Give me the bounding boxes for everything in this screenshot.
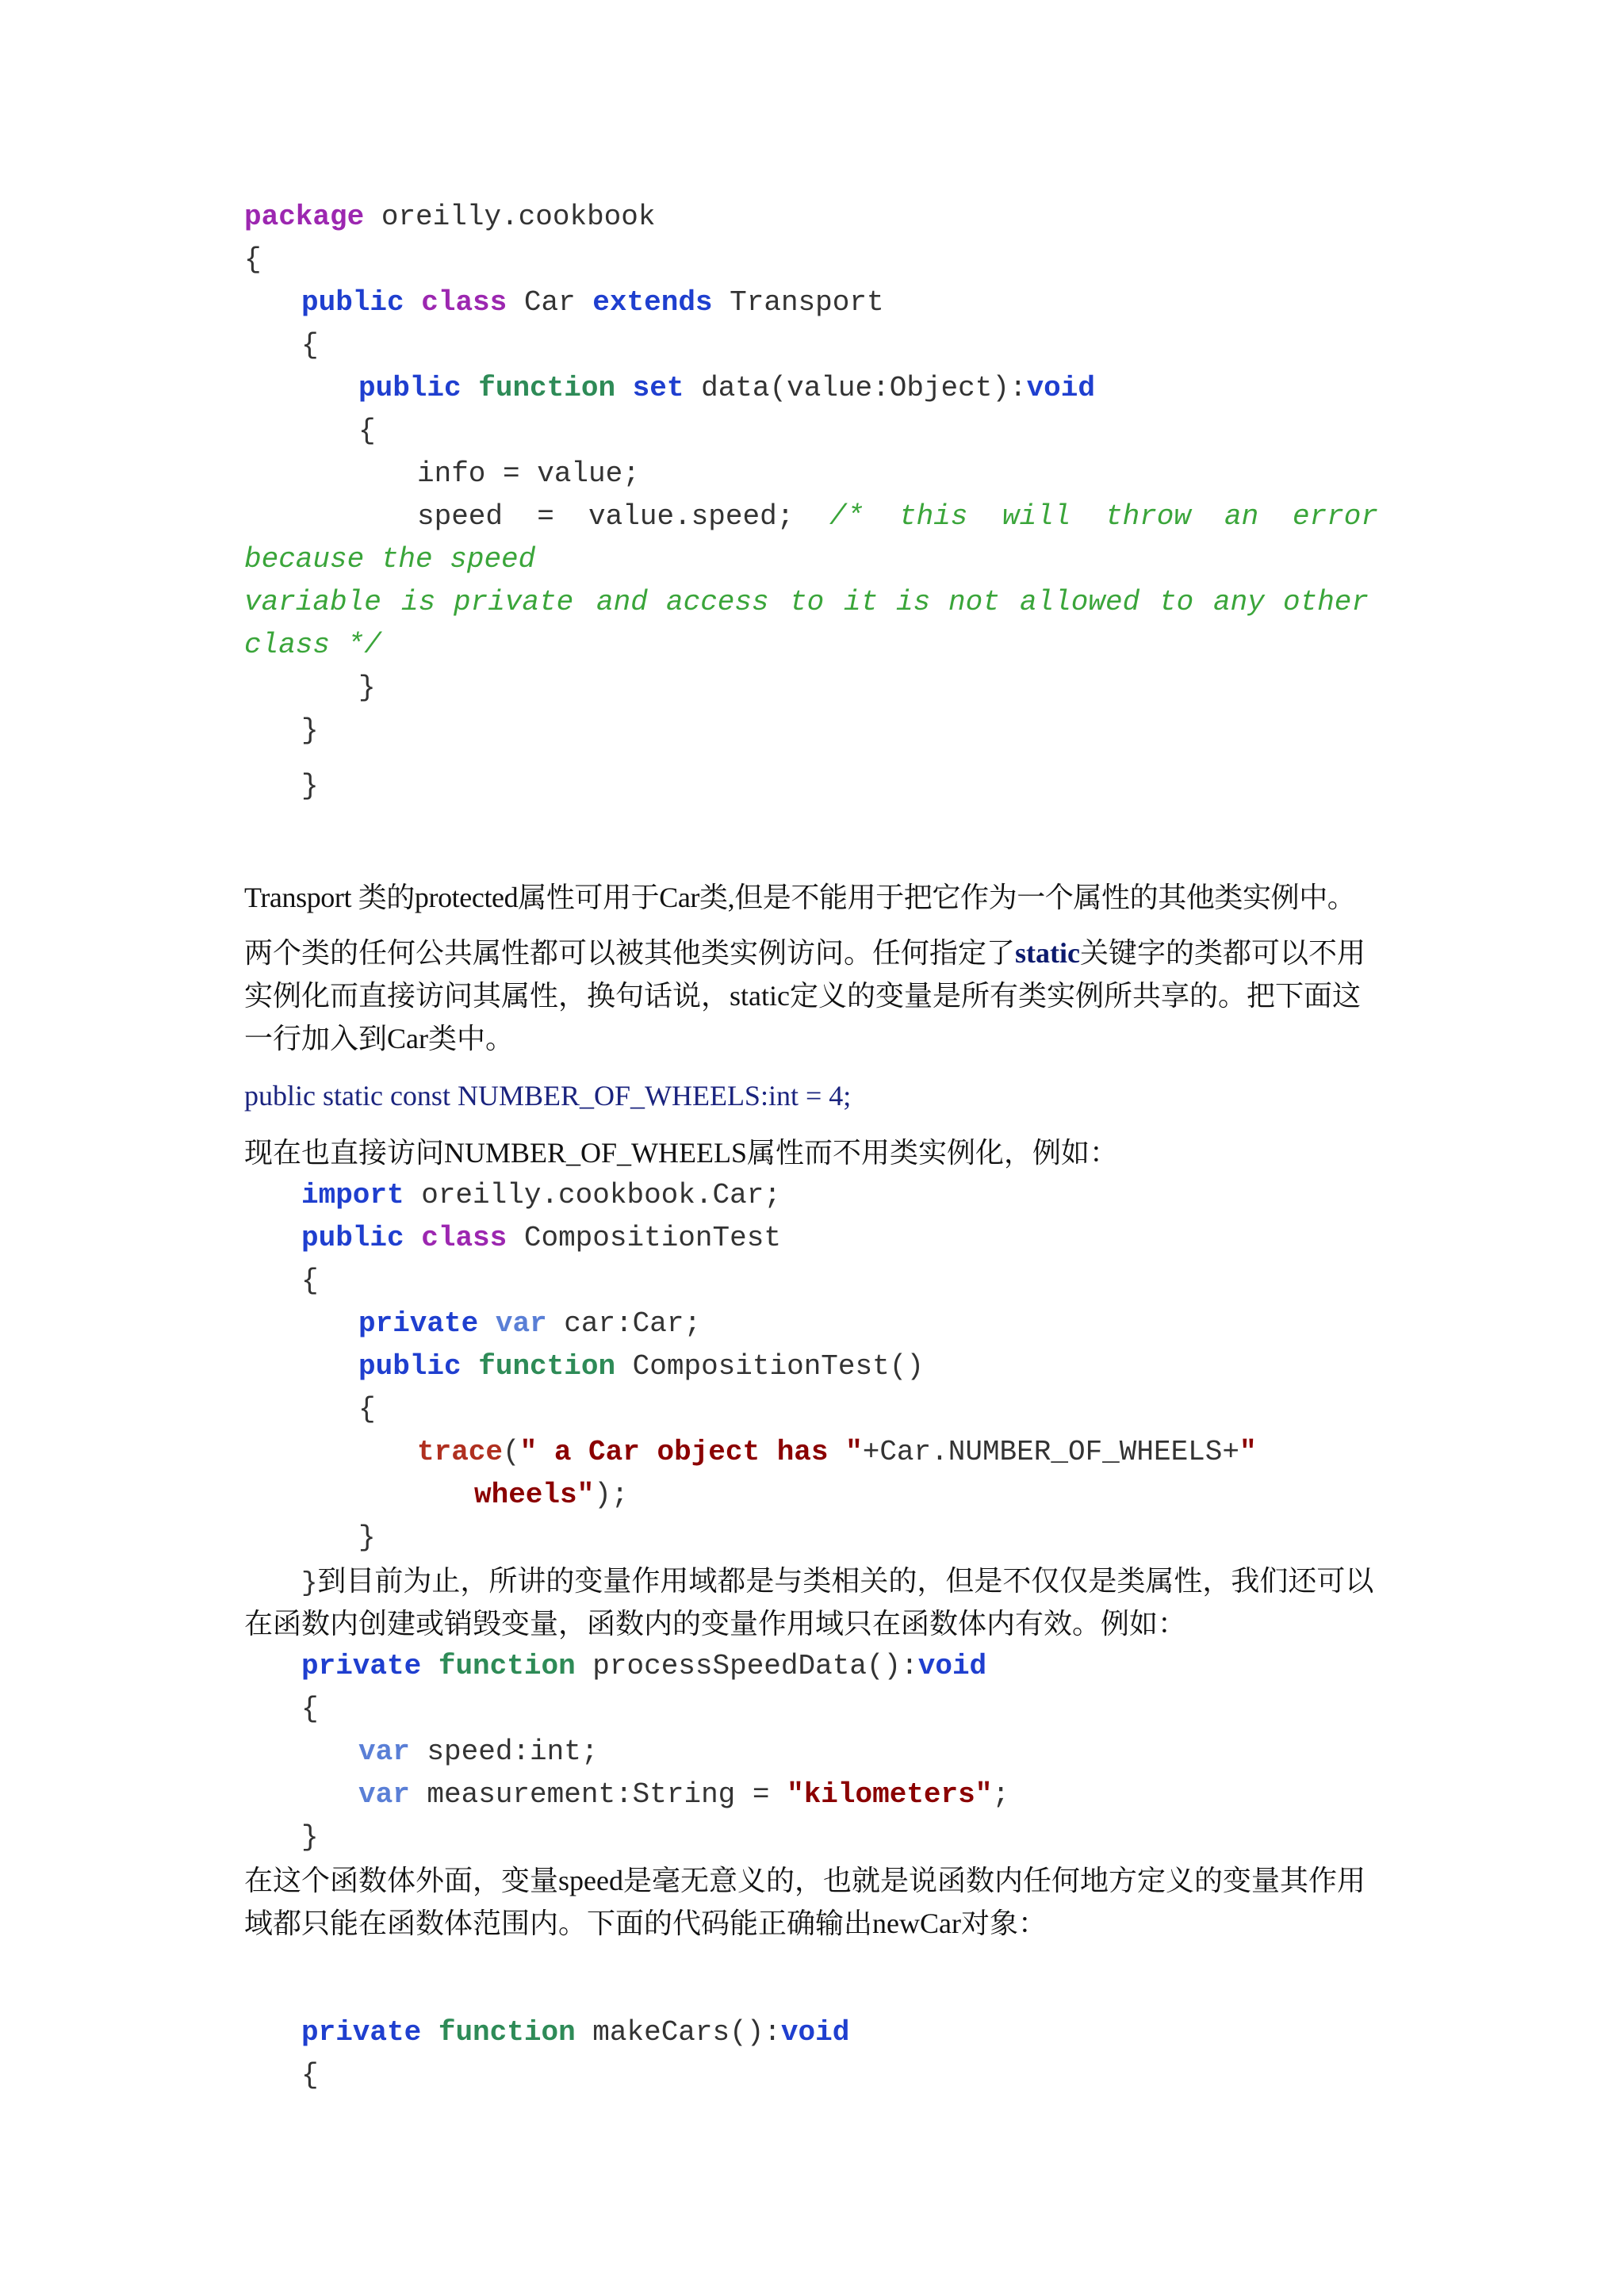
- keyword: function: [478, 372, 616, 404]
- closing-brace: }: [301, 1569, 318, 1599]
- keyword: var: [358, 1778, 410, 1811]
- keyword: set: [632, 372, 684, 404]
- code-comment-part: /*: [829, 500, 864, 533]
- code-comment-part: is: [401, 586, 436, 618]
- keyword: public: [358, 1350, 462, 1383]
- keyword: package: [244, 201, 365, 233]
- code-brace: {: [244, 243, 262, 276]
- parent-class: Transport: [730, 286, 884, 319]
- keyword: class: [421, 286, 508, 319]
- keyword: private: [358, 1307, 479, 1340]
- code-var-line: var measurement:String = "kilometers";: [358, 1778, 1009, 1811]
- class-name: Car: [523, 286, 576, 319]
- code-comment-part: any: [1213, 586, 1265, 618]
- keyword: function: [438, 2016, 576, 2049]
- code-comment-part: to: [1159, 586, 1194, 618]
- code-brace: {: [301, 329, 319, 362]
- string-literal: wheels": [474, 1479, 595, 1511]
- keyword: extends: [592, 286, 713, 319]
- keyword: function: [438, 1650, 576, 1682]
- trace-function: trace: [417, 1436, 504, 1468]
- code-brace: {: [301, 1693, 319, 1725]
- code-brace: }: [358, 672, 376, 704]
- code-brace: {: [358, 415, 376, 447]
- string-literal: " a Car object has ": [519, 1436, 863, 1468]
- keyword: private: [301, 1650, 422, 1682]
- code-comment-part: variable: [244, 586, 381, 618]
- code-comment-part: other: [1283, 586, 1369, 618]
- code-comment-part: allowed: [1020, 586, 1140, 618]
- code-var-line: private var car:Car;: [358, 1307, 702, 1340]
- code-func-line: private function processSpeedData():void: [301, 1650, 987, 1682]
- code-func-line: private function makeCars():void: [301, 2016, 850, 2049]
- code-speed-line: [417, 500, 795, 533]
- code-import-line: import oreilly.cookbook.Car;: [301, 1179, 781, 1211]
- code-comment-part: this: [899, 500, 968, 533]
- keyword: var: [358, 1735, 410, 1768]
- package-name: oreilly.cookbook: [364, 201, 656, 233]
- code-comment-line: because the speed: [244, 543, 536, 576]
- code-brace: {: [301, 1265, 319, 1297]
- string-literal: ": [1239, 1436, 1257, 1468]
- code-comment-part: error: [1293, 500, 1379, 533]
- keyword: class: [421, 1222, 508, 1254]
- keyword: void: [917, 1650, 987, 1682]
- code-brace: {: [301, 2059, 319, 2091]
- paragraph-line: 实例化而直接访问其属性，换句话说，static定义的变量是所有类实例所共享的。把下面这: [244, 980, 1361, 1012]
- code-trace-line: trace(" a Car object has "+Car.NUMBER_OF_WHEELS+": [417, 1436, 1257, 1468]
- code-comment-part: is: [896, 586, 931, 618]
- paragraph-line: }到目前为止，所讲的变量作用域都是与类相关的，但是不仅仅是类属性，我们还可以: [301, 1565, 1374, 1599]
- code-info-line: info = value;: [417, 457, 640, 490]
- code-comment-part: to: [790, 586, 825, 618]
- keyword: function: [478, 1350, 616, 1383]
- keyword: public: [301, 1222, 404, 1254]
- keyword: void: [780, 2016, 850, 2049]
- keyword: public: [301, 286, 404, 319]
- keyword: void: [1026, 372, 1095, 404]
- string-literal: "kilometers": [787, 1778, 993, 1811]
- code-brace: {: [358, 1393, 376, 1425]
- code-class-line: public class CompositionTest: [301, 1222, 781, 1254]
- code-brace: }: [301, 1821, 319, 1854]
- code-comment-part: and: [596, 586, 648, 618]
- code-setter-line: [358, 374, 1095, 403]
- code-brace: }: [301, 770, 319, 802]
- paragraph-line: 域都只能在函数体范围内。下面的代码能正确输出newCar对象：: [244, 1908, 1047, 1939]
- paragraph-line: 两个类的任何公共属性都可以被其他类实例访问。任何指定了static关键字的类都可以不用: [244, 937, 1365, 969]
- paragraph-line: 在函数内创建或销毁变量，函数内的变量作用域只在函数体内有效。例如：: [244, 1608, 1187, 1640]
- code-brace: }: [301, 714, 319, 747]
- setter-signature: data(value:Object):: [701, 372, 1027, 404]
- paragraph-line: 现在也直接访问NUMBER_OF_WHEELS属性而不用类实例化，例如：: [244, 1137, 1119, 1169]
- paragraph-line: 一行加入到Car类中。: [244, 1023, 514, 1054]
- code-comment-part: it: [844, 586, 879, 618]
- code-package-line: [244, 203, 656, 232]
- code-brace: }: [358, 1521, 376, 1554]
- code-var-line: var speed:int;: [358, 1735, 599, 1768]
- code-comment-part: will: [1002, 500, 1071, 533]
- code-class-line: [301, 286, 884, 319]
- static-declaration: public static const NUMBER_OF_WHEELS:int = 4;: [244, 1080, 852, 1112]
- code-comment-part: not: [948, 586, 1000, 618]
- keyword: public: [358, 372, 462, 404]
- keyword: var: [495, 1307, 547, 1340]
- code-comment-part: an: [1224, 500, 1259, 533]
- code-comment-line: class */: [244, 629, 381, 661]
- static-keyword: static: [1015, 937, 1080, 969]
- paragraph-line: 在这个函数体外面，变量speed是毫无意义的，也就是说函数内任何地方定义的变量其作用: [244, 1865, 1365, 1896]
- paragraph-line: Transport 类的protected属性可用于Car类,但是不能用于把它作为一个属性的其他类实例中。: [244, 882, 1356, 913]
- code-comment-part: throw: [1105, 500, 1192, 533]
- keyword: import: [301, 1179, 404, 1211]
- speed-assign: speed = value.speed;: [417, 500, 795, 533]
- keyword: private: [301, 2016, 422, 2049]
- code-ctor-line: public function CompositionTest(): [358, 1350, 924, 1383]
- code-trace-cont: wheels");: [474, 1479, 629, 1511]
- code-comment-part: access: [666, 586, 769, 618]
- code-comment-part: private: [454, 586, 574, 618]
